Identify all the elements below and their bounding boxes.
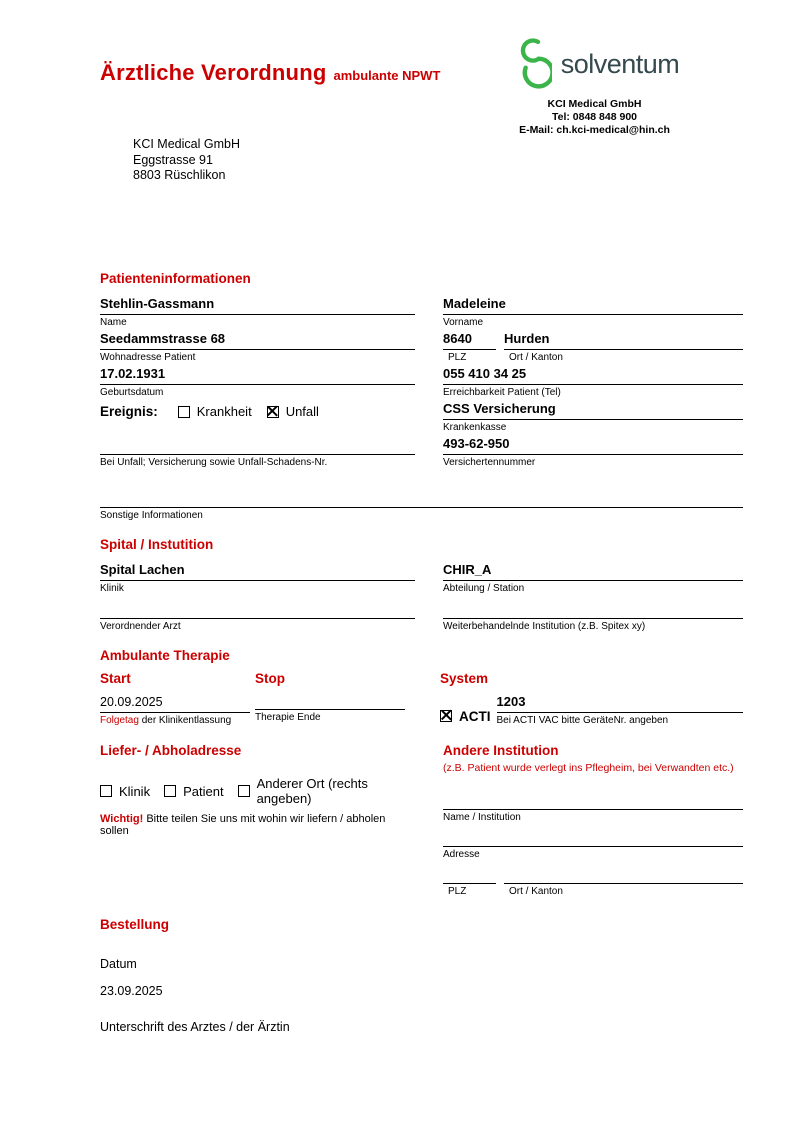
field-andere-ort-value xyxy=(504,860,743,884)
krankheit-checkbox-label: Krankheit xyxy=(196,404,252,419)
liefer-note-red: Wichtig! xyxy=(100,813,144,825)
ereignis-option-krankheit xyxy=(178,404,252,419)
liefer-anderer-ort-checkbox-label: Anderer Ort (rechts angeben) xyxy=(256,776,368,806)
field-therapie-stop-value xyxy=(255,694,405,710)
field-ort-label: Ort / Kanton xyxy=(509,352,563,363)
field-geburtsdatum-label: Geburtsdatum xyxy=(100,387,164,398)
field-plz-value: 8640 xyxy=(443,331,496,350)
field-geraetenr-label: Bei ACTI VAC bitte GeräteNr. angeben xyxy=(496,715,669,726)
unfall-checkbox-label: Unfall xyxy=(285,404,319,419)
field-andere-ort xyxy=(504,860,743,897)
field-sonstige-label: Sonstige Informationen xyxy=(100,510,203,521)
field-klinik-label: Klinik xyxy=(100,583,124,594)
liefer-option-anderer-ort xyxy=(238,776,401,806)
field-geraetenr-value: 1203 xyxy=(497,694,744,713)
field-therapie-start-value: 20.09.2025 xyxy=(100,694,250,713)
field-plz-label: PLZ xyxy=(448,352,467,363)
andere-institution-subtitle: (z.B. Patient wurde verlegt ins Pflegheim, bei Verwandten etc.) xyxy=(443,762,734,774)
liefer-note-rest: Bitte teilen Sie uns mit wohin wir liefern / abholen sollen xyxy=(100,813,386,837)
bestellung-datum-label: Datum xyxy=(100,957,137,971)
company-name: KCI Medical GmbH xyxy=(547,98,642,110)
field-abteilung-label: Abteilung / Station xyxy=(443,583,525,594)
field-wohnadresse xyxy=(100,331,415,363)
field-sonstige xyxy=(100,492,743,521)
document-title-row xyxy=(100,60,440,86)
unfall-checkbox xyxy=(267,406,279,418)
field-vorname-label: Vorname xyxy=(443,317,484,328)
field-name xyxy=(100,296,415,328)
sender-address-block xyxy=(133,137,240,184)
field-andere-ort-label: Ort / Kanton xyxy=(509,886,563,897)
field-versichertennummer xyxy=(443,436,743,468)
field-wohnadresse-label: Wohnadresse Patient xyxy=(100,352,196,363)
field-abteilung xyxy=(443,562,743,594)
krankheit-checkbox xyxy=(178,406,190,418)
field-versichertennummer-value: 493-62-950 xyxy=(443,436,743,455)
sender-street: Eggstrasse 91 xyxy=(133,152,213,167)
section-title-therapie: Ambulante Therapie xyxy=(100,648,230,663)
liefer-checkbox-row xyxy=(100,776,415,806)
liefer-patient-checkbox xyxy=(164,785,176,797)
field-krankenkasse-value: CSS Versicherung xyxy=(443,401,743,420)
field-unfall-nr xyxy=(100,439,415,468)
field-andere-name-label: Name / Institution xyxy=(443,812,521,823)
field-andere-plz-ort-row xyxy=(443,860,743,897)
sender-city: 8803 Rüschlikon xyxy=(133,168,226,182)
field-abteilung-value: CHIR_A xyxy=(443,562,743,581)
liefer-klinik-checkbox xyxy=(100,785,112,797)
company-logo-block xyxy=(502,34,687,137)
liefer-klinik-checkbox-label: Klinik xyxy=(119,783,151,799)
field-ort xyxy=(504,331,743,363)
field-therapie-start-label xyxy=(100,715,250,726)
field-geburtsdatum xyxy=(100,366,415,398)
sender-name: KCI Medical GmbH xyxy=(133,137,240,151)
field-name-label: Name xyxy=(100,317,127,328)
field-andere-name xyxy=(443,786,743,823)
liefer-anderer-ort-checkbox xyxy=(238,785,250,797)
acti-checkbox-label: ACTI xyxy=(459,709,491,724)
company-email: E-Mail: ch.kci-medical@hin.ch xyxy=(519,124,670,136)
field-tel-value: 055 410 34 25 xyxy=(443,366,743,385)
field-plz-ort-row xyxy=(443,331,743,363)
field-verordnender-arzt-value xyxy=(100,603,415,619)
field-andere-plz-value xyxy=(443,860,496,884)
field-krankenkasse-label: Krankenkasse xyxy=(443,422,507,433)
document-subtitle: ambulante NPWT xyxy=(333,68,441,83)
field-andere-adresse-value xyxy=(443,823,743,847)
field-unfall-nr-label: Bei Unfall; Versicherung sowie Unfall-Schadens-Nr. xyxy=(100,457,328,468)
therapie-start-label-red: Folgetag xyxy=(100,715,139,726)
therapie-stop-column xyxy=(255,671,405,726)
liefer-option-patient xyxy=(164,784,223,799)
section-title-patient: Patienteninformationen xyxy=(100,271,251,286)
field-vorname-value: Madeleine xyxy=(443,296,743,315)
field-geraetenr xyxy=(497,694,744,726)
field-weiterbehandelnde-institution-value xyxy=(443,603,743,619)
ereignis-option-unfall xyxy=(267,404,319,419)
therapie-start-header: Start xyxy=(100,671,131,686)
field-therapie-stop-label: Therapie Ende xyxy=(255,712,321,723)
liefer-patient-checkbox-label: Patient xyxy=(183,783,224,799)
bestellung-datum-value: 23.09.2025 xyxy=(100,984,163,998)
therapie-system-column xyxy=(440,671,743,726)
bestellung-unterschrift-label: Unterschrift des Arztes / der Ärztin xyxy=(100,1020,290,1034)
document-title: Ärztliche Verordnung xyxy=(100,60,327,85)
field-geburtsdatum-value: 17.02.1931 xyxy=(100,366,415,385)
field-versichertennummer-label: Versichertennummer xyxy=(443,457,536,468)
liefer-column xyxy=(100,743,415,837)
acti-checkbox xyxy=(440,710,452,722)
field-andere-name-value xyxy=(443,786,743,810)
solventum-logo-icon xyxy=(510,34,552,95)
field-klinik xyxy=(100,562,415,594)
ereignis-lead-label: Ereignis: xyxy=(100,404,158,419)
field-therapie-stop xyxy=(255,694,405,723)
field-ort-value: Hurden xyxy=(504,331,743,350)
field-andere-adresse xyxy=(443,823,743,860)
field-tel xyxy=(443,366,743,398)
section-title-spital: Spital / Instutition xyxy=(100,537,214,552)
section-title-liefer: Liefer- / Abholadresse xyxy=(100,743,242,758)
field-therapie-start xyxy=(100,694,250,726)
andere-institution-column xyxy=(443,743,743,897)
field-name-value: Stehlin-Gassmann xyxy=(100,296,415,315)
therapie-start-column xyxy=(100,671,250,726)
company-contact-block xyxy=(502,98,687,137)
field-wohnadresse-value: Seedammstrasse 68 xyxy=(100,331,415,350)
company-phone: Tel: 0848 848 900 xyxy=(551,111,638,123)
section-title-andere: Andere Institution xyxy=(443,743,559,758)
liefer-option-klinik xyxy=(100,784,150,799)
field-krankenkasse xyxy=(443,401,743,433)
field-unfall-nr-value xyxy=(100,439,415,455)
therapie-system-header: System xyxy=(440,671,489,686)
liefer-note xyxy=(100,813,415,837)
field-weiterbehandelnde-institution-label: Weiterbehandelnde Institution (z.B. Spitex xy) xyxy=(443,621,646,632)
field-sonstige-value xyxy=(100,492,743,508)
field-andere-adresse-label: Adresse xyxy=(443,849,480,860)
field-klinik-value: Spital Lachen xyxy=(100,562,415,581)
solventum-logo-text: solventum xyxy=(560,49,680,79)
field-verordnender-arzt xyxy=(100,603,415,632)
field-andere-plz-label: PLZ xyxy=(448,886,467,897)
field-tel-label: Erreichbarkeit Patient (Tel) xyxy=(443,387,561,398)
ereignis-row xyxy=(100,404,415,433)
section-title-bestellung: Bestellung xyxy=(100,917,170,932)
field-vorname xyxy=(443,296,743,328)
therapie-start-label-rest: der Klinikentlassung xyxy=(138,715,232,726)
field-andere-plz xyxy=(443,860,496,897)
field-plz xyxy=(443,331,496,363)
field-weiterbehandelnde-institution xyxy=(443,603,743,632)
field-verordnender-arzt-label: Verordnender Arzt xyxy=(100,621,181,632)
therapie-stop-header: Stop xyxy=(255,671,285,686)
